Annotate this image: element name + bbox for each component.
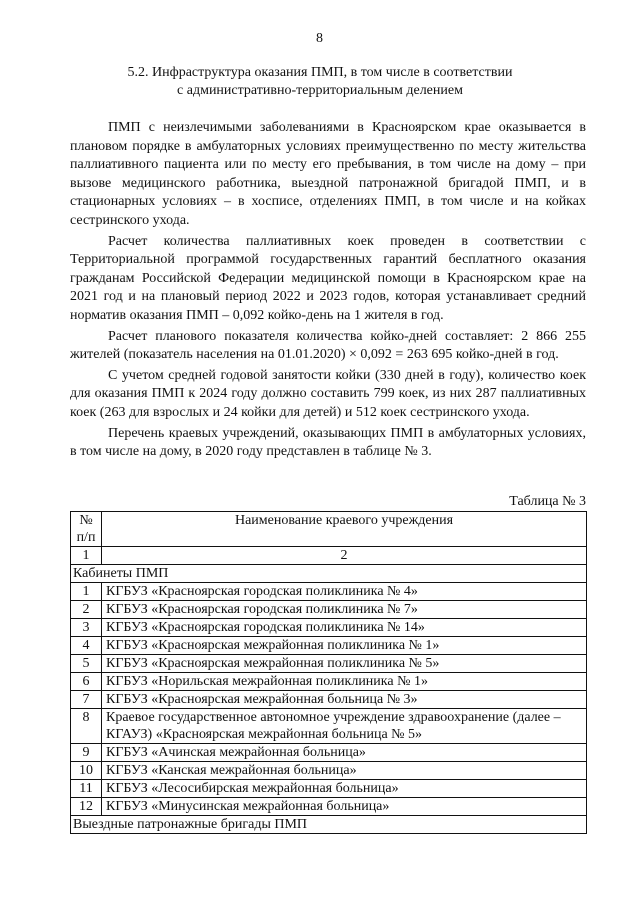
- row-number: 11: [71, 780, 102, 798]
- row-number: 6: [71, 673, 102, 691]
- row-number: 10: [71, 762, 102, 780]
- table-row: [71, 673, 587, 691]
- row-institution: КГБУЗ «Красноярская городская поликлиника № 7»: [102, 601, 587, 619]
- paragraph-2: Расчет количества паллиативных коек проведен в соответствии с Территориальной программой государственных гарантий бесплатного оказания гражданам Российской Федерации медицинской помощи в Красноярском крае на 2021 год и на плановый период 2022 и 2023 годов, которая устанавливает средний норматив оказания ПМП – 0,092 койко-день на 1 жителя в год.: [70, 233, 586, 323]
- paragraph-1: ПМП с неизлечимыми заболеваниями в Красноярском крае оказывается в плановом порядке в амбулаторных условиях преимущественно по месту жительства паллиативного пациента или по месту его пребывания, в том числе на дому – при вызове медицинского работника, выездной патронажной бригадой ПМП, и в стационарных условиях – в хосписе, отделениях ПМП, в том числе и на койках сестринского ухода.: [70, 120, 586, 228]
- section-heading: [100, 64, 540, 100]
- table-header-row: [71, 512, 587, 547]
- column-number-row: [71, 547, 587, 565]
- row-institution: КГБУЗ «Красноярская межрайонная поликлиника № 5»: [102, 655, 587, 673]
- row-institution: КГБУЗ «Канская межрайонная больница»: [102, 762, 587, 780]
- table-row: [71, 619, 587, 637]
- table-row: [71, 780, 587, 798]
- row-institution: КГБУЗ «Красноярская городская поликлиника № 14»: [102, 619, 587, 637]
- paragraph-3: Расчет планового показателя количества койко-дней составляет: 2 866 255 жителей (показатель населения на 01.01.2020) × 0,092 = 263 695 койко-дней в год.: [70, 328, 586, 363]
- paragraph-4: С учетом средней годовой занятости койки (330 дней в году), количество коек для оказания ПМП к 2024 году должно составить 799 коек, из них 287 паллиативных коек (263 для взрослых и 24 койки для детей) и 512 коек сестринского ухода.: [70, 367, 586, 420]
- table-row: [71, 583, 587, 601]
- section-heading-line-2: с административно-территориальным делением: [177, 83, 463, 98]
- table-group-row: [71, 565, 587, 583]
- row-number: 8: [71, 709, 102, 744]
- table-row: [71, 798, 587, 816]
- header-institution-name: Наименование краевого учреждения: [102, 512, 587, 547]
- row-number: 9: [71, 744, 102, 762]
- row-institution: КГБУЗ «Ачинская межрайонная больница»: [102, 744, 587, 762]
- table-group-row: [71, 816, 587, 834]
- column-number-2: 2: [102, 547, 587, 565]
- row-number: 4: [71, 637, 102, 655]
- table-row: [71, 601, 587, 619]
- row-institution: КГБУЗ «Красноярская городская поликлиника № 4»: [102, 583, 587, 601]
- body-text: [70, 119, 586, 462]
- table-row: [71, 762, 587, 780]
- group-label-mobile-teams: Выездные патронажные бригады ПМП: [71, 816, 587, 834]
- row-institution: Краевое государственное автономное учреждение здравоохранение (далее – КГАУЗ) «Красноярская межрайонная больница № 5»: [102, 709, 587, 744]
- row-number: 5: [71, 655, 102, 673]
- group-label-cabinets: Кабинеты ПМП: [71, 565, 587, 583]
- table-row: [71, 691, 587, 709]
- row-institution: КГБУЗ «Лесосибирская межрайонная больница»: [102, 780, 587, 798]
- row-institution: КГБУЗ «Красноярская межрайонная поликлиника № 1»: [102, 637, 587, 655]
- paragraph-5: Перечень краевых учреждений, оказывающих ПМП в амбулаторных условиях, в том числе на дому, в 2020 году представлен в таблице № 3.: [70, 425, 586, 460]
- section-heading-line-1: 5.2. Инфраструктура оказания ПМП, в том числе в соответствии: [127, 65, 513, 80]
- row-institution: КГБУЗ «Норильская межрайонная поликлиника № 1»: [102, 673, 587, 691]
- row-number: 3: [71, 619, 102, 637]
- table-row: [71, 637, 587, 655]
- table-row: [71, 744, 587, 762]
- institutions-table: [70, 511, 587, 834]
- page-number: 8: [316, 31, 323, 46]
- row-number: 12: [71, 798, 102, 816]
- row-institution: КГБУЗ «Красноярская межрайонная больница № 3»: [102, 691, 587, 709]
- table-caption: Таблица № 3: [509, 494, 586, 509]
- row-number: 7: [71, 691, 102, 709]
- column-number-1: 1: [71, 547, 102, 565]
- row-institution: КГБУЗ «Минусинская межрайонная больница»: [102, 798, 587, 816]
- row-number: 2: [71, 601, 102, 619]
- table-row: [71, 709, 587, 744]
- table-row: [71, 655, 587, 673]
- header-number: № п/п: [71, 512, 102, 547]
- row-number: 1: [71, 583, 102, 601]
